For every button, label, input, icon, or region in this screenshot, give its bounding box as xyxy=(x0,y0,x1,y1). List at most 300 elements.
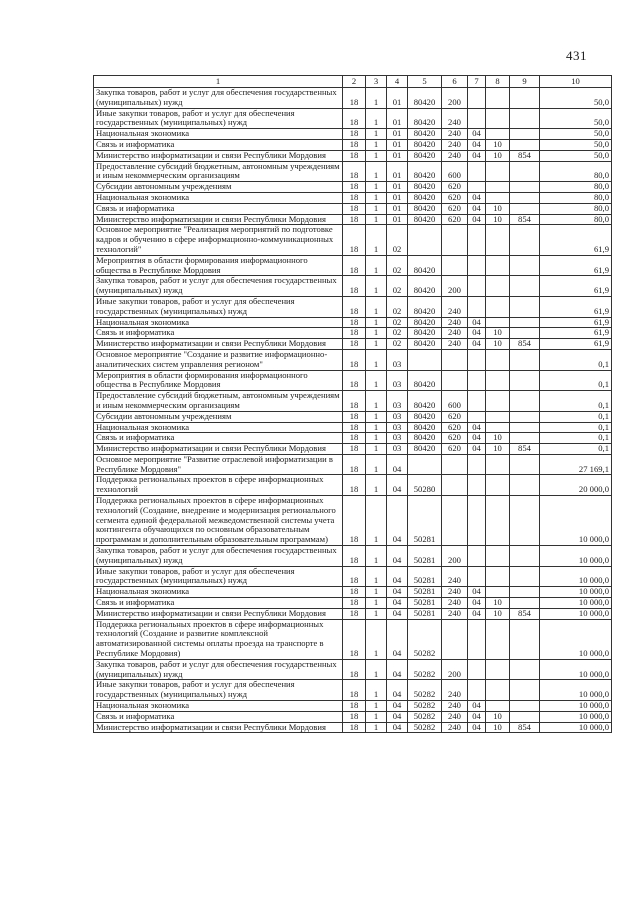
code-cell xyxy=(486,370,510,391)
code-cell: 1 xyxy=(366,139,387,150)
code-cell: 80420 xyxy=(408,370,442,391)
row-name: Закупка товаров, работ и услуг для обеспечения государственных (муниципальных) нужд xyxy=(94,546,343,567)
code-cell xyxy=(486,566,510,587)
code-cell: 80420 xyxy=(408,192,442,203)
row-name: Предоставление субсидий бюджетным, автономным учреждениям и иным некоммерческим организациям xyxy=(94,161,343,182)
code-cell: 02 xyxy=(387,255,408,276)
code-cell: 1 xyxy=(366,328,387,339)
code-cell xyxy=(510,680,540,701)
row-name: Иные закупки товаров, работ и услуг для обеспечения государственных (муниципальных) нужд xyxy=(94,680,343,701)
amount-cell: 80,0 xyxy=(540,161,612,182)
code-cell: 80420 xyxy=(408,129,442,140)
code-cell: 18 xyxy=(343,88,366,109)
code-cell: 18 xyxy=(343,317,366,328)
table-row xyxy=(94,680,612,701)
code-cell: 04 xyxy=(387,566,408,587)
code-cell: 1 xyxy=(366,422,387,433)
code-cell: 03 xyxy=(387,422,408,433)
code-cell: 01 xyxy=(387,88,408,109)
code-cell: 1 xyxy=(366,433,387,444)
code-cell: 04 xyxy=(468,328,486,339)
row-name: Министерство информатизации и связи Республики Мордовия xyxy=(94,722,343,733)
code-cell: 1 xyxy=(366,370,387,391)
code-cell: 1 xyxy=(366,339,387,350)
code-cell: 1 xyxy=(366,225,387,255)
row-name: Национальная экономика xyxy=(94,129,343,140)
column-number-row xyxy=(94,76,612,88)
row-name: Основное мероприятие "Развитие отраслевой информатизации в Республике Мордовия" xyxy=(94,454,343,475)
code-cell xyxy=(510,88,540,109)
code-cell xyxy=(468,619,486,659)
code-cell: 240 xyxy=(442,108,468,129)
table-body xyxy=(94,88,612,733)
row-name: Национальная экономика xyxy=(94,422,343,433)
table-row xyxy=(94,108,612,129)
column-header: 4 xyxy=(387,76,408,88)
code-cell: 80420 xyxy=(408,276,442,297)
code-cell: 04 xyxy=(468,598,486,609)
code-cell: 18 xyxy=(343,598,366,609)
amount-cell: 10 000,0 xyxy=(540,711,612,722)
code-cell xyxy=(486,619,510,659)
code-cell: 620 xyxy=(442,433,468,444)
code-cell xyxy=(442,370,468,391)
amount-cell: 80,0 xyxy=(540,182,612,193)
code-cell: 854 xyxy=(510,444,540,455)
code-cell: 80420 xyxy=(408,182,442,193)
code-cell: 18 xyxy=(343,722,366,733)
amount-cell: 10 000,0 xyxy=(540,598,612,609)
code-cell xyxy=(510,276,540,297)
code-cell xyxy=(486,129,510,140)
code-cell: 80420 xyxy=(408,317,442,328)
code-cell: 240 xyxy=(442,296,468,317)
table-row xyxy=(94,608,612,619)
table-row xyxy=(94,619,612,659)
amount-cell: 10 000,0 xyxy=(540,496,612,546)
code-cell: 18 xyxy=(343,150,366,161)
amount-cell: 61,9 xyxy=(540,225,612,255)
code-cell: 50281 xyxy=(408,496,442,546)
row-name: Связь и информатика xyxy=(94,139,343,150)
amount-cell: 10 000,0 xyxy=(540,608,612,619)
code-cell: 18 xyxy=(343,411,366,422)
code-cell: 50282 xyxy=(408,659,442,680)
code-cell: 01 xyxy=(387,108,408,129)
code-cell: 240 xyxy=(442,566,468,587)
code-cell: 18 xyxy=(343,214,366,225)
amount-cell: 61,9 xyxy=(540,296,612,317)
table-row xyxy=(94,391,612,412)
code-cell: 854 xyxy=(510,339,540,350)
table-row xyxy=(94,546,612,567)
amount-cell: 61,9 xyxy=(540,328,612,339)
code-cell: 02 xyxy=(387,276,408,297)
code-cell: 620 xyxy=(442,192,468,203)
code-cell: 18 xyxy=(343,182,366,193)
code-cell xyxy=(468,349,486,370)
code-cell xyxy=(510,454,540,475)
code-cell xyxy=(486,454,510,475)
table-row xyxy=(94,349,612,370)
code-cell: 854 xyxy=(510,150,540,161)
row-name: Министерство информатизации и связи Республики Мордовия xyxy=(94,150,343,161)
code-cell xyxy=(468,566,486,587)
code-cell xyxy=(486,296,510,317)
code-cell: 18 xyxy=(343,422,366,433)
code-cell: 04 xyxy=(387,711,408,722)
row-name: Иные закупки товаров, работ и услуг для обеспечения государственных (муниципальных) нужд xyxy=(94,566,343,587)
code-cell: 04 xyxy=(468,214,486,225)
code-cell: 80420 xyxy=(408,411,442,422)
code-cell: 620 xyxy=(442,444,468,455)
table-row xyxy=(94,411,612,422)
code-cell: 240 xyxy=(442,139,468,150)
amount-cell: 50,0 xyxy=(540,88,612,109)
amount-cell: 80,0 xyxy=(540,203,612,214)
table-row xyxy=(94,433,612,444)
table-row xyxy=(94,475,612,496)
code-cell xyxy=(486,317,510,328)
code-cell xyxy=(486,546,510,567)
table-row xyxy=(94,370,612,391)
code-cell xyxy=(468,88,486,109)
code-cell: 01 xyxy=(387,192,408,203)
code-cell: 620 xyxy=(442,182,468,193)
column-header: 1 xyxy=(94,76,343,88)
code-cell: 18 xyxy=(343,339,366,350)
code-cell: 01 xyxy=(387,129,408,140)
code-cell: 854 xyxy=(510,608,540,619)
amount-cell: 50,0 xyxy=(540,108,612,129)
row-name: Связь и информатика xyxy=(94,711,343,722)
code-cell: 01 xyxy=(387,150,408,161)
code-cell: 18 xyxy=(343,566,366,587)
code-cell: 1 xyxy=(366,108,387,129)
code-cell: 18 xyxy=(343,587,366,598)
row-name: Национальная экономика xyxy=(94,317,343,328)
amount-cell: 61,9 xyxy=(540,255,612,276)
amount-cell: 10 000,0 xyxy=(540,659,612,680)
code-cell xyxy=(510,192,540,203)
table-row xyxy=(94,701,612,712)
amount-cell: 0,1 xyxy=(540,411,612,422)
row-name: Субсидии автономным учреждениям xyxy=(94,411,343,422)
code-cell xyxy=(468,108,486,129)
code-cell: 80420 xyxy=(408,255,442,276)
code-cell xyxy=(468,370,486,391)
row-name: Иные закупки товаров, работ и услуг для обеспечения государственных (муниципальных) нужд xyxy=(94,108,343,129)
code-cell: 04 xyxy=(468,129,486,140)
row-name: Поддержка региональных проектов в сфере информационных технологий (Создание, внедрение и модернизация регионального сегмента единой федеральной межведомственной системы учета контингента обучающихся по основным образовательным программам и дополнительным образовательным программам) xyxy=(94,496,343,546)
table-row xyxy=(94,339,612,350)
code-cell xyxy=(510,411,540,422)
code-cell: 50282 xyxy=(408,619,442,659)
code-cell xyxy=(510,546,540,567)
code-cell: 10 xyxy=(486,444,510,455)
code-cell xyxy=(468,475,486,496)
code-cell: 1 xyxy=(366,129,387,140)
code-cell: 18 xyxy=(343,701,366,712)
column-header: 6 xyxy=(442,76,468,88)
code-cell: 18 xyxy=(343,496,366,546)
code-cell: 18 xyxy=(343,296,366,317)
code-cell xyxy=(408,225,442,255)
code-cell xyxy=(510,496,540,546)
code-cell: 50281 xyxy=(408,598,442,609)
code-cell: 1 xyxy=(366,546,387,567)
code-cell xyxy=(468,496,486,546)
code-cell xyxy=(468,546,486,567)
code-cell: 240 xyxy=(442,722,468,733)
row-name: Предоставление субсидий бюджетным, автономным учреждениям и иным некоммерческим организациям xyxy=(94,391,343,412)
table-row xyxy=(94,598,612,609)
code-cell xyxy=(486,701,510,712)
row-name: Министерство информатизации и связи Республики Мордовия xyxy=(94,608,343,619)
code-cell xyxy=(468,680,486,701)
row-name: Субсидии автономным учреждениям xyxy=(94,182,343,193)
code-cell: 10 xyxy=(486,722,510,733)
code-cell: 600 xyxy=(442,161,468,182)
code-cell: 18 xyxy=(343,370,366,391)
row-name: Министерство информатизации и связи Республики Мордовия xyxy=(94,444,343,455)
code-cell xyxy=(442,225,468,255)
table-row xyxy=(94,139,612,150)
code-cell xyxy=(510,328,540,339)
code-cell: 50282 xyxy=(408,701,442,712)
code-cell: 18 xyxy=(343,225,366,255)
code-cell: 03 xyxy=(387,370,408,391)
code-cell: 80420 xyxy=(408,444,442,455)
code-cell: 10 xyxy=(486,433,510,444)
budget-table xyxy=(93,75,612,733)
code-cell: 18 xyxy=(343,203,366,214)
code-cell: 02 xyxy=(387,339,408,350)
code-cell xyxy=(408,349,442,370)
code-cell: 03 xyxy=(387,444,408,455)
code-cell: 04 xyxy=(468,711,486,722)
amount-cell: 61,9 xyxy=(540,317,612,328)
column-header: 7 xyxy=(468,76,486,88)
code-cell: 240 xyxy=(442,129,468,140)
code-cell: 80420 xyxy=(408,433,442,444)
amount-cell: 61,9 xyxy=(540,276,612,297)
code-cell: 18 xyxy=(343,711,366,722)
code-cell: 80420 xyxy=(408,139,442,150)
code-cell: 80420 xyxy=(408,108,442,129)
code-cell: 01 xyxy=(387,139,408,150)
amount-cell: 10 000,0 xyxy=(540,701,612,712)
code-cell xyxy=(468,255,486,276)
code-cell: 240 xyxy=(442,317,468,328)
code-cell: 02 xyxy=(387,317,408,328)
code-cell: 80420 xyxy=(408,214,442,225)
code-cell: 200 xyxy=(442,276,468,297)
code-cell: 01 xyxy=(387,203,408,214)
code-cell xyxy=(486,88,510,109)
code-cell xyxy=(510,711,540,722)
code-cell xyxy=(510,317,540,328)
code-cell: 18 xyxy=(343,454,366,475)
code-cell xyxy=(510,255,540,276)
amount-cell: 0,1 xyxy=(540,433,612,444)
code-cell xyxy=(442,349,468,370)
code-cell: 50281 xyxy=(408,566,442,587)
code-cell: 18 xyxy=(343,129,366,140)
code-cell: 18 xyxy=(343,108,366,129)
code-cell xyxy=(510,587,540,598)
code-cell: 04 xyxy=(468,317,486,328)
code-cell xyxy=(442,454,468,475)
code-cell: 620 xyxy=(442,214,468,225)
code-cell: 240 xyxy=(442,711,468,722)
row-name: Министерство информатизации и связи Республики Мордовия xyxy=(94,214,343,225)
code-cell: 04 xyxy=(387,496,408,546)
code-cell: 18 xyxy=(343,139,366,150)
row-name: Иные закупки товаров, работ и услуг для обеспечения государственных (муниципальных) нужд xyxy=(94,296,343,317)
code-cell: 1 xyxy=(366,276,387,297)
table-row xyxy=(94,496,612,546)
code-cell: 10 xyxy=(486,711,510,722)
code-cell: 03 xyxy=(387,411,408,422)
code-cell: 1 xyxy=(366,391,387,412)
code-cell xyxy=(486,587,510,598)
code-cell: 18 xyxy=(343,161,366,182)
code-cell: 18 xyxy=(343,444,366,455)
amount-cell: 0,1 xyxy=(540,422,612,433)
code-cell: 18 xyxy=(343,475,366,496)
code-cell: 04 xyxy=(387,619,408,659)
code-cell: 01 xyxy=(387,161,408,182)
table-row xyxy=(94,566,612,587)
code-cell xyxy=(468,454,486,475)
code-cell: 200 xyxy=(442,659,468,680)
table-row xyxy=(94,587,612,598)
code-cell xyxy=(510,203,540,214)
code-cell: 1 xyxy=(366,255,387,276)
code-cell: 04 xyxy=(468,139,486,150)
amount-cell: 10 000,0 xyxy=(540,680,612,701)
code-cell: 18 xyxy=(343,255,366,276)
code-cell xyxy=(510,225,540,255)
code-cell: 620 xyxy=(442,422,468,433)
code-cell xyxy=(486,475,510,496)
code-cell: 1 xyxy=(366,444,387,455)
code-cell: 04 xyxy=(468,339,486,350)
code-cell: 04 xyxy=(387,722,408,733)
table-row xyxy=(94,182,612,193)
code-cell: 80420 xyxy=(408,296,442,317)
code-cell: 02 xyxy=(387,328,408,339)
table-row xyxy=(94,88,612,109)
code-cell: 1 xyxy=(366,317,387,328)
code-cell: 80420 xyxy=(408,203,442,214)
column-header: 5 xyxy=(408,76,442,88)
code-cell: 04 xyxy=(468,433,486,444)
code-cell: 02 xyxy=(387,225,408,255)
code-cell: 80420 xyxy=(408,391,442,412)
amount-cell: 0,1 xyxy=(540,349,612,370)
amount-cell: 50,0 xyxy=(540,139,612,150)
code-cell: 240 xyxy=(442,680,468,701)
code-cell: 04 xyxy=(468,203,486,214)
amount-cell: 27 169,1 xyxy=(540,454,612,475)
code-cell xyxy=(442,255,468,276)
code-cell: 200 xyxy=(442,546,468,567)
code-cell: 04 xyxy=(387,587,408,598)
code-cell: 50281 xyxy=(408,587,442,598)
table-row xyxy=(94,444,612,455)
code-cell: 18 xyxy=(343,276,366,297)
code-cell: 18 xyxy=(343,546,366,567)
code-cell xyxy=(468,411,486,422)
amount-cell: 61,9 xyxy=(540,339,612,350)
table-row xyxy=(94,317,612,328)
code-cell: 1 xyxy=(366,659,387,680)
code-cell: 04 xyxy=(387,608,408,619)
row-name: Связь и информатика xyxy=(94,433,343,444)
code-cell: 18 xyxy=(343,391,366,412)
column-header: 9 xyxy=(510,76,540,88)
table-row xyxy=(94,225,612,255)
code-cell: 854 xyxy=(510,214,540,225)
amount-cell: 10 000,0 xyxy=(540,619,612,659)
code-cell: 1 xyxy=(366,296,387,317)
code-cell: 03 xyxy=(387,349,408,370)
code-cell xyxy=(468,296,486,317)
amount-cell: 80,0 xyxy=(540,192,612,203)
row-name: Поддержка региональных проектов в сфере информационных технологий (Создание и развитие комплексной автоматизированной системы оплаты проезда на транспорте в Республике Мордовия) xyxy=(94,619,343,659)
row-name: Министерство информатизации и связи Республики Мордовия xyxy=(94,339,343,350)
code-cell: 240 xyxy=(442,608,468,619)
row-name: Национальная экономика xyxy=(94,192,343,203)
code-cell: 240 xyxy=(442,339,468,350)
code-cell: 04 xyxy=(387,454,408,475)
code-cell: 04 xyxy=(387,598,408,609)
code-cell: 1 xyxy=(366,711,387,722)
code-cell xyxy=(510,619,540,659)
code-cell: 1 xyxy=(366,88,387,109)
amount-cell: 10 000,0 xyxy=(540,546,612,567)
code-cell: 1 xyxy=(366,454,387,475)
code-cell xyxy=(486,391,510,412)
row-name: Связь и информатика xyxy=(94,598,343,609)
row-name: Связь и информатика xyxy=(94,203,343,214)
code-cell: 50280 xyxy=(408,475,442,496)
code-cell xyxy=(442,496,468,546)
code-cell xyxy=(486,161,510,182)
code-cell: 10 xyxy=(486,608,510,619)
code-cell xyxy=(468,161,486,182)
code-cell: 80420 xyxy=(408,161,442,182)
code-cell: 240 xyxy=(442,587,468,598)
code-cell: 1 xyxy=(366,475,387,496)
code-cell: 04 xyxy=(468,422,486,433)
code-cell xyxy=(510,349,540,370)
row-name: Закупка товаров, работ и услуг для обеспечения государственных (муниципальных) нужд xyxy=(94,276,343,297)
code-cell: 04 xyxy=(468,192,486,203)
code-cell: 1 xyxy=(366,214,387,225)
code-cell: 10 xyxy=(486,328,510,339)
code-cell: 620 xyxy=(442,411,468,422)
code-cell: 18 xyxy=(343,619,366,659)
code-cell xyxy=(486,411,510,422)
row-name: Связь и информатика xyxy=(94,328,343,339)
row-name: Закупка товаров, работ и услуг для обеспечения государственных (муниципальных) нужд xyxy=(94,659,343,680)
code-cell xyxy=(510,701,540,712)
table-row xyxy=(94,255,612,276)
code-cell xyxy=(510,108,540,129)
